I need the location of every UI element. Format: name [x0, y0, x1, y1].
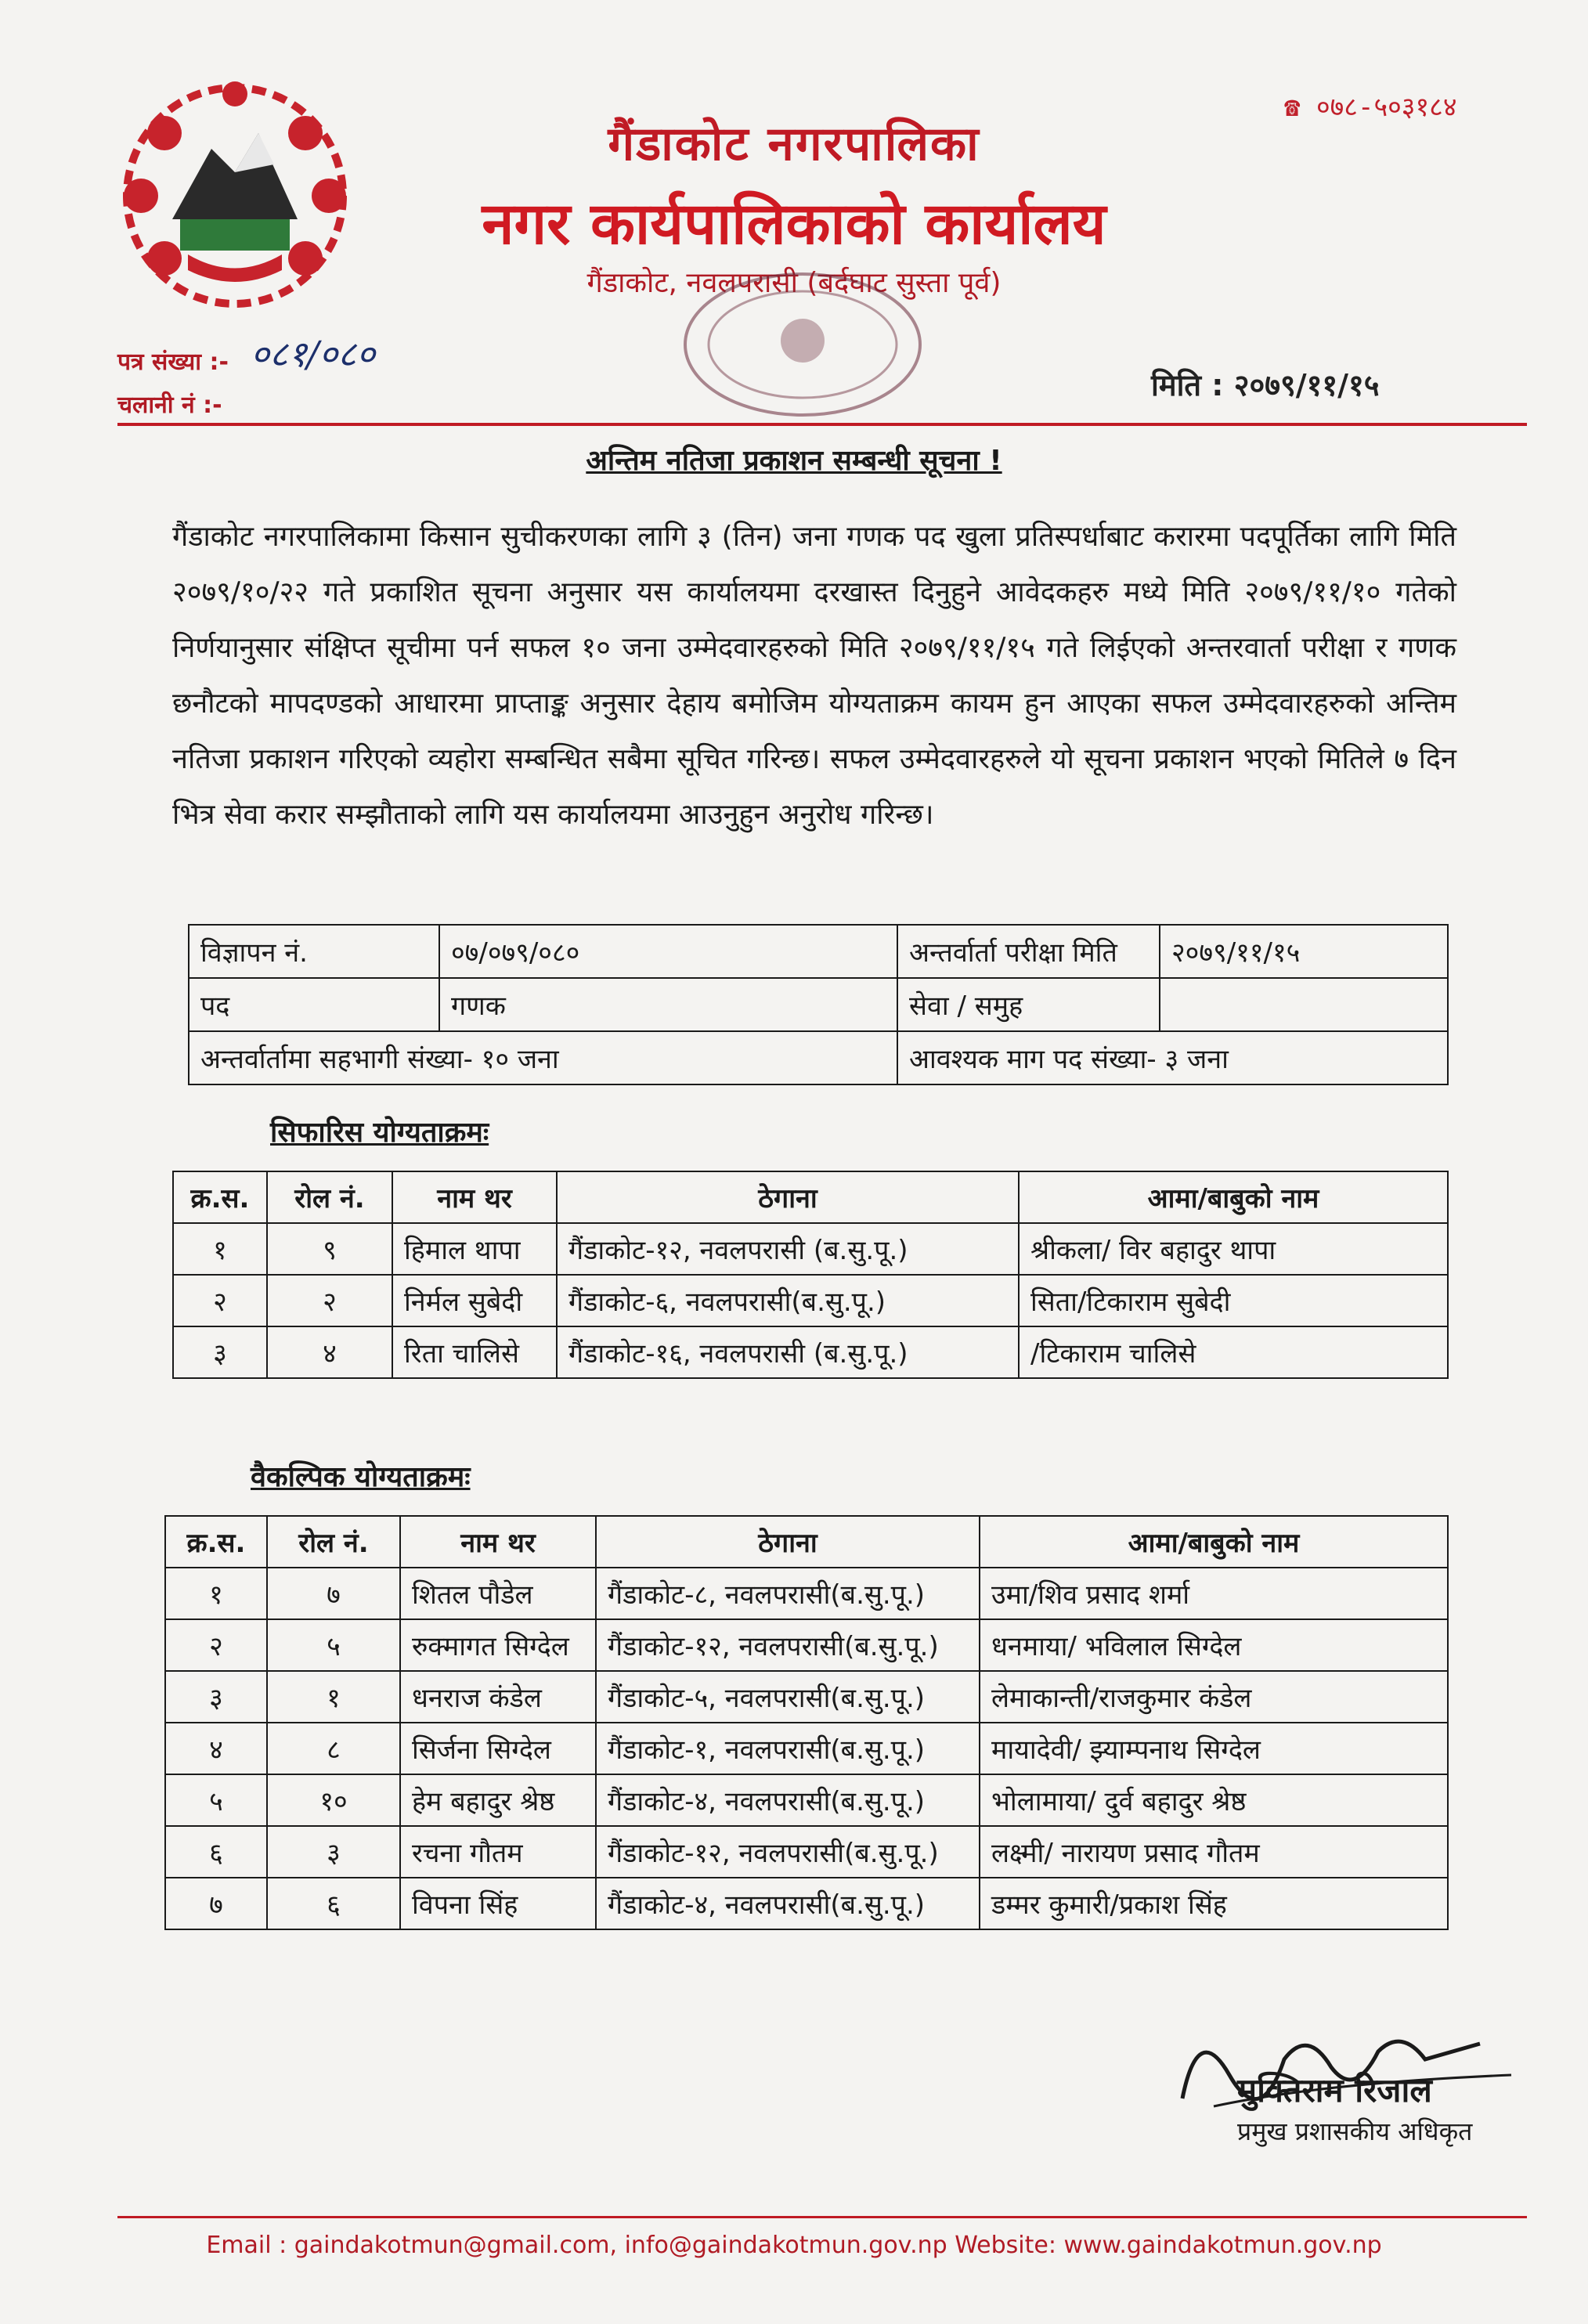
required-posts: आवश्यक माग पद संख्या- ३ जना	[897, 1031, 1448, 1084]
col-roll: रोल नं.	[267, 1171, 392, 1223]
address-cell: गैंडाकोट-६, नवलपरासी(ब.सु.पू.)	[557, 1275, 1019, 1326]
footer-divider	[117, 2216, 1527, 2218]
participants-count: अन्तर्वार्तामा सहभागी संख्या- १० जना	[189, 1031, 897, 1084]
address-cell: गैंडाकोट-१, नवलपरासी(ब.सु.पू.)	[596, 1723, 980, 1774]
table-row	[173, 1326, 1448, 1378]
alternative-table	[164, 1515, 1449, 1930]
address-cell: गैंडाकोट-४, नवलपरासी(ब.सु.पू.)	[596, 1774, 980, 1826]
roll-cell: १	[267, 1671, 400, 1723]
roll-cell: ५	[267, 1619, 400, 1671]
address-cell: गैंडाकोट-१२, नवलपरासी(ब.सु.पू.)	[596, 1826, 980, 1878]
adv-label: विज्ञापन नं.	[189, 925, 439, 978]
name-cell: हिमाल थापा	[392, 1223, 557, 1275]
table-row	[165, 1774, 1448, 1826]
parents-cell: भोलामाया/ दुर्व बहादुर श्रेष्ठ	[980, 1774, 1448, 1826]
service-value	[1160, 978, 1448, 1031]
header-divider	[117, 423, 1527, 426]
parents-cell: लेमाकान्ती/राजकुमार कंडेल	[980, 1671, 1448, 1723]
serial-cell: ६	[165, 1826, 267, 1878]
name-cell: विपना सिंह	[400, 1878, 596, 1929]
office-address: गैंडाकोट, नवलपरासी (बर्दघाट सुस्ता पूर्व)	[586, 267, 1002, 299]
table-row	[165, 1619, 1448, 1671]
col-serial: क्र.स.	[173, 1171, 267, 1223]
municipality-name: गैंडाकोट नगरपालिका	[608, 117, 980, 171]
parents-cell: उमा/शिव प्रसाद शर्मा	[980, 1568, 1448, 1619]
serial-cell: १	[165, 1568, 267, 1619]
post-value: गणक	[439, 978, 897, 1031]
table-row	[165, 1671, 1448, 1723]
name-cell: धनराज कंडेल	[400, 1671, 596, 1723]
serial-cell: २	[173, 1275, 267, 1326]
notice-date: मिति : २०७९/११/१५	[1151, 368, 1380, 402]
notice-subject: अन्तिम नतिजा प्रकाशन सम्बन्धी सूचना !	[586, 445, 1002, 477]
col-roll: रोल नं.	[267, 1516, 400, 1568]
name-cell: रिता चालिसे	[392, 1326, 557, 1378]
exam-date-value: २०७९/११/१५	[1160, 925, 1448, 978]
col-serial: क्र.स.	[165, 1516, 267, 1568]
roll-cell: ९	[267, 1223, 392, 1275]
name-cell: निर्मल सुबेदी	[392, 1275, 557, 1326]
name-cell: हेम बहादुर श्रेष्ठ	[400, 1774, 596, 1826]
table-row	[165, 1723, 1448, 1774]
name-cell: रचना गौतम	[400, 1826, 596, 1878]
roll-cell: १०	[267, 1774, 400, 1826]
serial-cell: २	[165, 1619, 267, 1671]
signatory-name: मुक्तिराम रिजाल	[1237, 2071, 1432, 2109]
address-cell: गैंडाकोट-१२, नवलपरासी (ब.सु.पू.)	[557, 1223, 1019, 1275]
parents-cell: मायादेवी/ झ्याम्पनाथ सिग्देल	[980, 1723, 1448, 1774]
col-parents: आमा/बाबुको नाम	[980, 1516, 1448, 1568]
address-cell: गैंडाकोट-५, नवलपरासी(ब.सु.पू.)	[596, 1671, 980, 1723]
roll-cell: ३	[267, 1826, 400, 1878]
service-label: सेवा / समुह	[897, 978, 1160, 1031]
serial-cell: ३	[165, 1671, 267, 1723]
letter-number-label: पत्र संख्या :-	[117, 348, 229, 376]
name-cell: शितल पौडेल	[400, 1568, 596, 1619]
col-name: नाम थर	[392, 1171, 557, 1223]
alternative-section-title: वैकल्पिक योग्यताक्रमः	[251, 1461, 471, 1493]
col-parents: आमा/बाबुको नाम	[1019, 1171, 1448, 1223]
recommended-table	[172, 1171, 1449, 1379]
roll-cell: २	[267, 1275, 392, 1326]
address-cell: गैंडाकोट-८, नवलपरासी(ब.सु.पू.)	[596, 1568, 980, 1619]
phone-number: ☎ ०७८-५०३१८४	[1284, 92, 1457, 123]
col-address: ठेगाना	[596, 1516, 980, 1568]
post-label: पद	[189, 978, 439, 1031]
roll-cell: ७	[267, 1568, 400, 1619]
office-name: नगर कार्यपालिकाको कार्यालय	[482, 190, 1106, 258]
name-cell: रुक्मागत सिग्देल	[400, 1619, 596, 1671]
serial-cell: ७	[165, 1878, 267, 1929]
adv-value: ०७/०७९/०८०	[439, 925, 897, 978]
address-cell: गैंडाकोट-४, नवलपरासी(ब.सु.पू.)	[596, 1878, 980, 1929]
footer-contact: Email : gaindakotmun@gmail.com, info@gaindakotmun.gov.np Website: www.gaindakotmun.gov.np	[206, 2232, 1382, 2259]
vacancy-info-table	[188, 924, 1449, 1085]
parents-cell: डम्मर कुमारी/प्रकाश सिंह	[980, 1878, 1448, 1929]
notice-body: गैंडाकोट नगरपालिकामा किसान सुचीकरणका लागि ३ (तिन) जना गणक पद खुला प्रतिस्पर्धाबाट करारमा पदपूर्तिका लागि मिति २०७९/१०/२२ गते प्रकाशित सूचना अनुसार यस कार्यालयमा दरखास्त दिनुहुने आवेदकहरु मध्ये मिति २०७९/११/१० गतेको निर्णयानुसार संक्षिप्त सूचीमा पर्न सफल १० जना उम्मेदवारहरुको मिति २०७९/११/१५ गते लिईएको अन्तरवार्ता परीक्षा र गणक छनौटको मापदण्डको आधारमा प्राप्ताङ्क अनुसार देहाय बमोजिम योग्यताक्रम कायम हुन आएका सफल उम्मेदवारहरुको अन्तिम नतिजा प्रकाशन गरिएको व्यहोरा सम्बन्धित सबैमा सूचित गरिन्छ। सफल उम्मेदवारहरुले यो सूचना प्रकाशन भएको मितिले ७ दिन भित्र सेवा करार सम्झौताको लागि यस कार्यालयमा आउनुहुन अनुरोध गरिन्छ।	[172, 521, 1456, 831]
table-row	[173, 1223, 1448, 1275]
parents-cell: लक्ष्मी/ नारायण प्रसाद गौतम	[980, 1826, 1448, 1878]
table-row	[173, 1275, 1448, 1326]
serial-cell: ३	[173, 1326, 267, 1378]
serial-cell: ४	[165, 1723, 267, 1774]
exam-date-label: अन्तर्वार्ता परीक्षा मिति	[897, 925, 1160, 978]
signatory-title: प्रमुख प्रशासकीय अधिकृत	[1237, 2116, 1473, 2146]
letter-number: ०८१/०८०	[251, 333, 376, 375]
parents-cell: श्रीकला/ विर बहादुर थापा	[1019, 1223, 1448, 1275]
roll-cell: ४	[267, 1326, 392, 1378]
dispatch-number-label: चलानी नं :-	[117, 392, 222, 419]
col-name: नाम थर	[400, 1516, 596, 1568]
col-address: ठेगाना	[557, 1171, 1019, 1223]
recommended-section-title: सिफारिस योग्यताक्रमः	[270, 1117, 489, 1149]
table-row	[165, 1878, 1448, 1929]
address-cell: गैंडाकोट-१२, नवलपरासी(ब.सु.पू.)	[596, 1619, 980, 1671]
parents-cell: /टिकाराम चालिसे	[1019, 1326, 1448, 1378]
address-cell: गैंडाकोट-१६, नवलपरासी (ब.सु.पू.)	[557, 1326, 1019, 1378]
serial-cell: १	[173, 1223, 267, 1275]
office-stamp-icon	[673, 266, 932, 423]
parents-cell: धनमाया/ भविलाल सिग्देल	[980, 1619, 1448, 1671]
roll-cell: ८	[267, 1723, 400, 1774]
name-cell: सिर्जना सिग्देल	[400, 1723, 596, 1774]
roll-cell: ६	[267, 1878, 400, 1929]
table-row	[165, 1568, 1448, 1619]
serial-cell: ५	[165, 1774, 267, 1826]
table-row	[165, 1826, 1448, 1878]
parents-cell: सिता/टिकाराम सुबेदी	[1019, 1275, 1448, 1326]
